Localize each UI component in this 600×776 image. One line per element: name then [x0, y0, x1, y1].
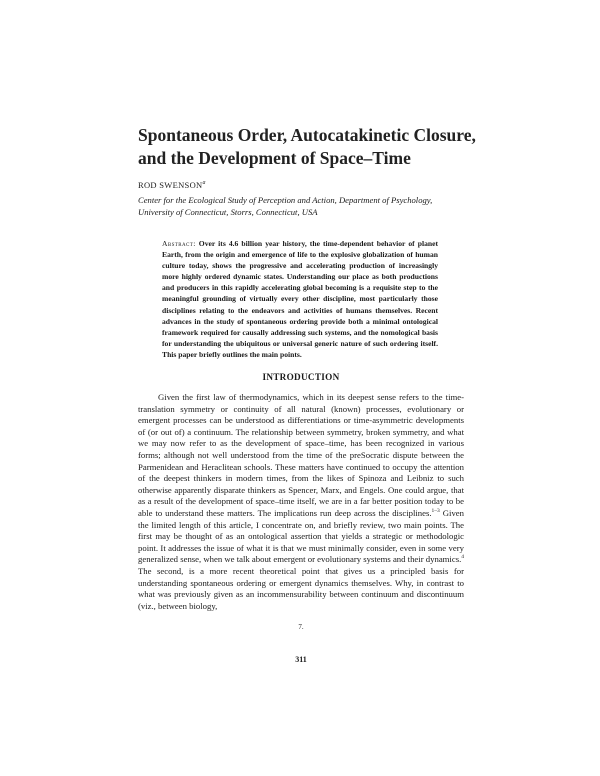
author-footnote-mark: a	[202, 180, 206, 187]
chapter-number: 7.	[298, 623, 304, 631]
affiliation-line-1: Center for the Ecological Study of Perception and Action, Department of Psychology,	[138, 195, 433, 205]
body-paragraph	[138, 392, 464, 612]
affiliation-line-2: University of Connecticut, Storrs, Connecticut, USA	[138, 207, 318, 217]
title-line-1: Spontaneous Order, Autocatakinetic Closure,	[138, 125, 476, 145]
title-line-2: and the Development of Space–Time	[138, 148, 411, 168]
author-name: ROD SWENSON	[138, 180, 203, 190]
abstract-text: Over its 4.6 billion year history, the time-dependent behavior of planet Earth, from the origin and emergence of life to the explosive globalization of human culture today, shows the progressive and accelerating production of increasingly more highly ordered dynamic states. Understanding our place as both productions and producers in this rapidly accelerating global becoming is a requisite step to the meaningful grounding of virtually every other discipline, most particularly those disciplines relating to the endeavors and activities of humans themselves. Recent advances in the study of spontaneous ordering provide both a minimal ontological framework required for causally addressing such systems, and the nomological basis for understanding the ubiquitous or universal generic nature of such ordering itself. This paper briefly outlines the main points.	[162, 239, 439, 359]
article-title	[138, 124, 558, 170]
paragraph-part-1: Given the first law of thermodynamics, which in its deepest sense refers to the time-translation symmetry or continuity of all natural (known) processes, evolutionary or emergent processes can be understood as differentiations or time-asymmetric developments of (or out of) a continuum. The relationship between symmetry, broken symmetry, and what we may now refer to as the development of space–time, has been recognized in various forms; although not well understood from the time of the preSocratic dispute between the Parmenidean and Heraclitean schools. These matters have continued to occupy the attention of the deepest thinkers in modern times, from the likes of Spinoza and Leibniz to such otherwise apparently disparate thinkers as Spencer, Marx, and Engels. One could argue, that as a result of the development of space–time itself, we are in a far better position today to be able to understand these matters. The implications run deep across the disciplines.	[138, 392, 464, 518]
page-number: 311	[295, 655, 307, 664]
abstract	[162, 238, 438, 360]
reference-marker-1: 1–3	[431, 508, 440, 515]
section-heading: INTRODUCTION	[262, 372, 340, 382]
author-line	[138, 180, 206, 190]
author-affiliation	[138, 194, 468, 218]
reference-marker-2: 4	[461, 554, 464, 561]
abstract-label: Abstract:	[162, 239, 196, 248]
paragraph-part-2: Given the limited length of this article, I concentrate on, and briefly review, two main points. The first may be thought of as an ontological assertion that yields a strategic or methodologic point. It addresses the issue of what it is that we must minimally consider, even in some very generalized sense, when we talk about emergent or evolutionary systems and their dynamics.	[138, 507, 464, 565]
paragraph-part-3: The second, is a more recent theoretical point that gives us a principled basis for understanding spontaneous ordering or emergent dynamics themselves. Why, in contrast to what was previously given as an incommensurability between continuum and discontinuum (viz., between biology,	[138, 565, 464, 611]
